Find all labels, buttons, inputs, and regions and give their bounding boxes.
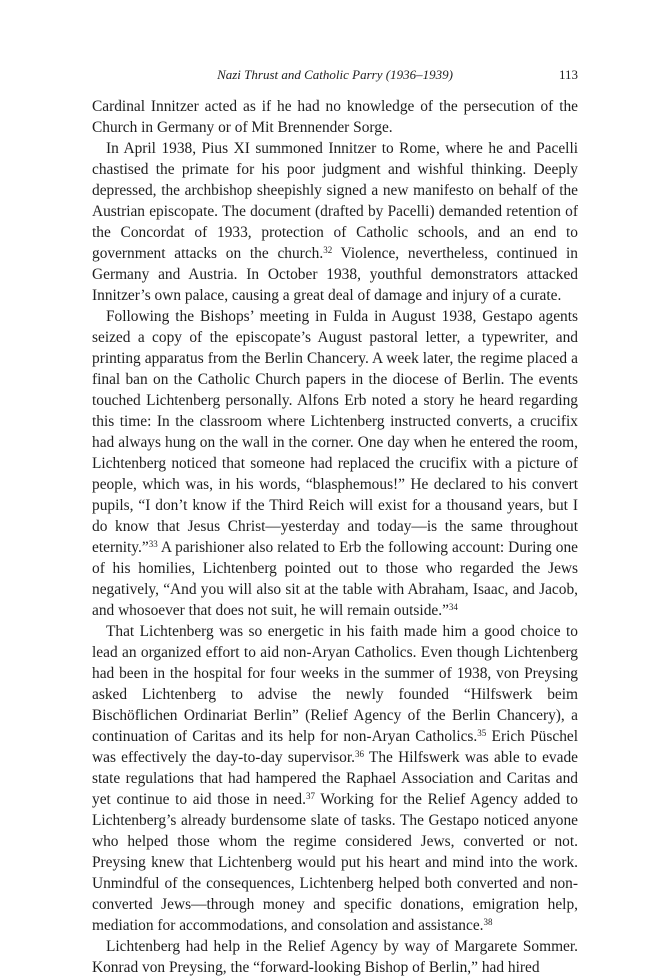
paragraph-text: That Lichtenberg was so energetic in his faith made him a good choice to lead an organized effort to aid non-Aryan Catholics. Even though Lichtenberg had been in the hospital for four weeks in the summer of 1938, von Preysing asked Lichtenberg to advise the newly founded “Hilfswerk beim Bischöflichen Ordinariat Berlin” (Relief Agency of the Berlin Chancery), a continuation of Caritas and its help for non-Aryan Catholics. [92, 623, 578, 745]
paragraph-text: Erich Püschel was effectively the day-to-day supervisor. [92, 728, 579, 766]
page-number: 113 [558, 67, 578, 82]
paragraph-text: A parishioner also related to Erb the following account: During one of his homilies, Lichtenberg pointed out to those who regarded the Jews negatively, “And you will also sit at the table with Abraham, Isaac, and Jacob, and whosoever that does not suit, he will remain outside.” [92, 539, 578, 619]
footnote-ref: 33 [148, 539, 158, 549]
paragraph [92, 138, 578, 306]
paragraph-text: In April 1938, Pius XI summoned Innitzer to Rome, where he and Pacelli chastised the primate for his poor judgment and wishful thinking. Deeply depressed, the archbishop sheepishly signed a new manifesto on behalf of the Austrian episcopate. The document (drafted by Pacelli) demanded retention of the Concordat of 1933, protection of Catholic schools, and an end to government attacks on the church. [92, 140, 578, 262]
body-text [92, 96, 578, 978]
paragraph-text: The Hilfswerk was able to evade state regulations that had hampered the Raphael Association and Caritas and yet continue to aid those in need. [92, 749, 578, 808]
footnote-ref: 38 [483, 917, 493, 927]
book-page [92, 64, 578, 978]
footnote-ref: 35 [477, 728, 487, 738]
paragraph [92, 936, 578, 978]
paragraph [92, 306, 578, 621]
footnote-ref: 37 [305, 791, 315, 801]
footnote-ref: 32 [323, 245, 333, 255]
paragraph-text: Working for the Relief Agency added to Lichtenberg’s already burdensome slate of tasks. The Gestapo noticed anyone who helped those whom the regime considered Jews, converted or not. Preysing knew that Lichtenberg would put his heart and mind into the work. Unmindful of the consequences, Lichtenberg helped both converted and non-converted Jews—through money and specific donations, emigration help, mediation for accommodations, and consolation and assistance. [92, 791, 578, 934]
footnote-ref: 36 [354, 749, 364, 759]
paragraph [92, 96, 578, 138]
paragraph [92, 621, 578, 936]
paragraph-text: Lichtenberg had help in the Relief Agency by way of Margarete Sommer. Konrad von Preysing, the “forward-looking Bishop of Berlin,” had hired [92, 938, 578, 976]
running-title: Nazi Thrust and Catholic Parry (1936–1939) [217, 67, 453, 82]
footnote-ref: 34 [448, 602, 458, 612]
paragraph-text: Cardinal Innitzer acted as if he had no knowledge of the persecution of the Church in Germany or of Mit Brennender Sorge. [92, 98, 578, 136]
running-head [92, 64, 578, 86]
paragraph-text: Violence, nevertheless, continued in Germany and Austria. In October 1938, youthful demonstrators attacked Innitzer’s own palace, causing a great deal of damage and injury of a curate. [92, 245, 578, 304]
paragraph-text: Following the Bishops’ meeting in Fulda in August 1938, Gestapo agents seized a copy of the episcopate’s August pastoral letter, a typewriter, and printing apparatus from the Berlin Chancery. A week later, the regime placed a final ban on the Catholic Church papers in the diocese of Berlin. The events touched Lichtenberg personally. Alfons Erb noted a story he heard regarding this time: In the classroom where Lichtenberg instructed converts, a crucifix had always hung on the wall in the corner. One day when he entered the room, Lichtenberg noticed that someone had replaced the crucifix with a picture of people, which was, in his words, “blasphemous!” He declared to his convert pupils, “I don’t know if the Third Reich will exist for a thousand years, but I do know that Jesus Christ—yesterday and today—is the same throughout eternity.” [92, 308, 578, 556]
